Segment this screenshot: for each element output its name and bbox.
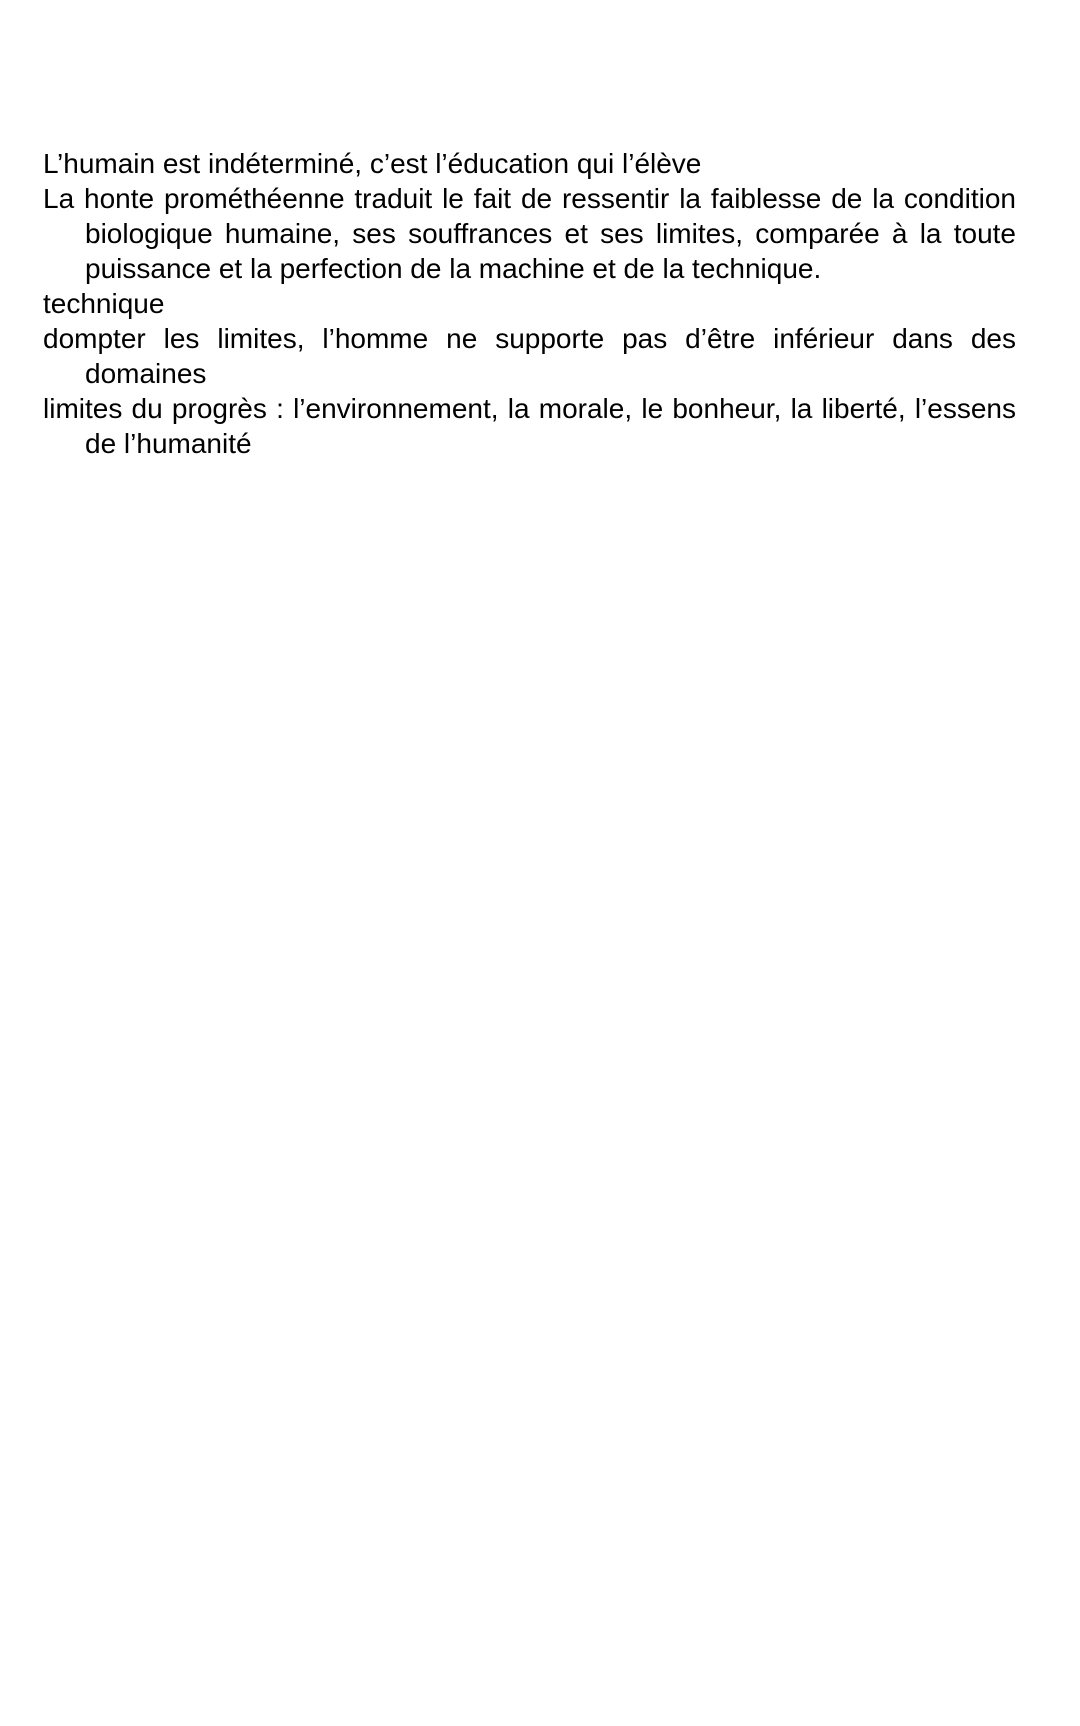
paragraph-limites-progres: limites du progrès : l’environnement, la morale, le bonheur, la liberté, l’essens de l’humanité	[43, 393, 1016, 459]
paragraph-honte-promethéenne: La honte prométhéenne traduit le fait de ressentir la faiblesse de la condition biologique humaine, ses souffrances et ses limites, comparée à la toute puissance et la perfection de la machine et de la technique.	[43, 183, 1016, 284]
paragraph-technique: technique	[43, 288, 165, 319]
paragraph-humain-indetermine: L’humain est indéterminé, c’est l’éducation qui l’élève	[43, 148, 702, 179]
document-body	[43, 146, 1016, 461]
paragraph-dompter-limites: dompter les limites, l’homme ne supporte pas d’être inférieur dans des domaines	[43, 323, 1016, 389]
